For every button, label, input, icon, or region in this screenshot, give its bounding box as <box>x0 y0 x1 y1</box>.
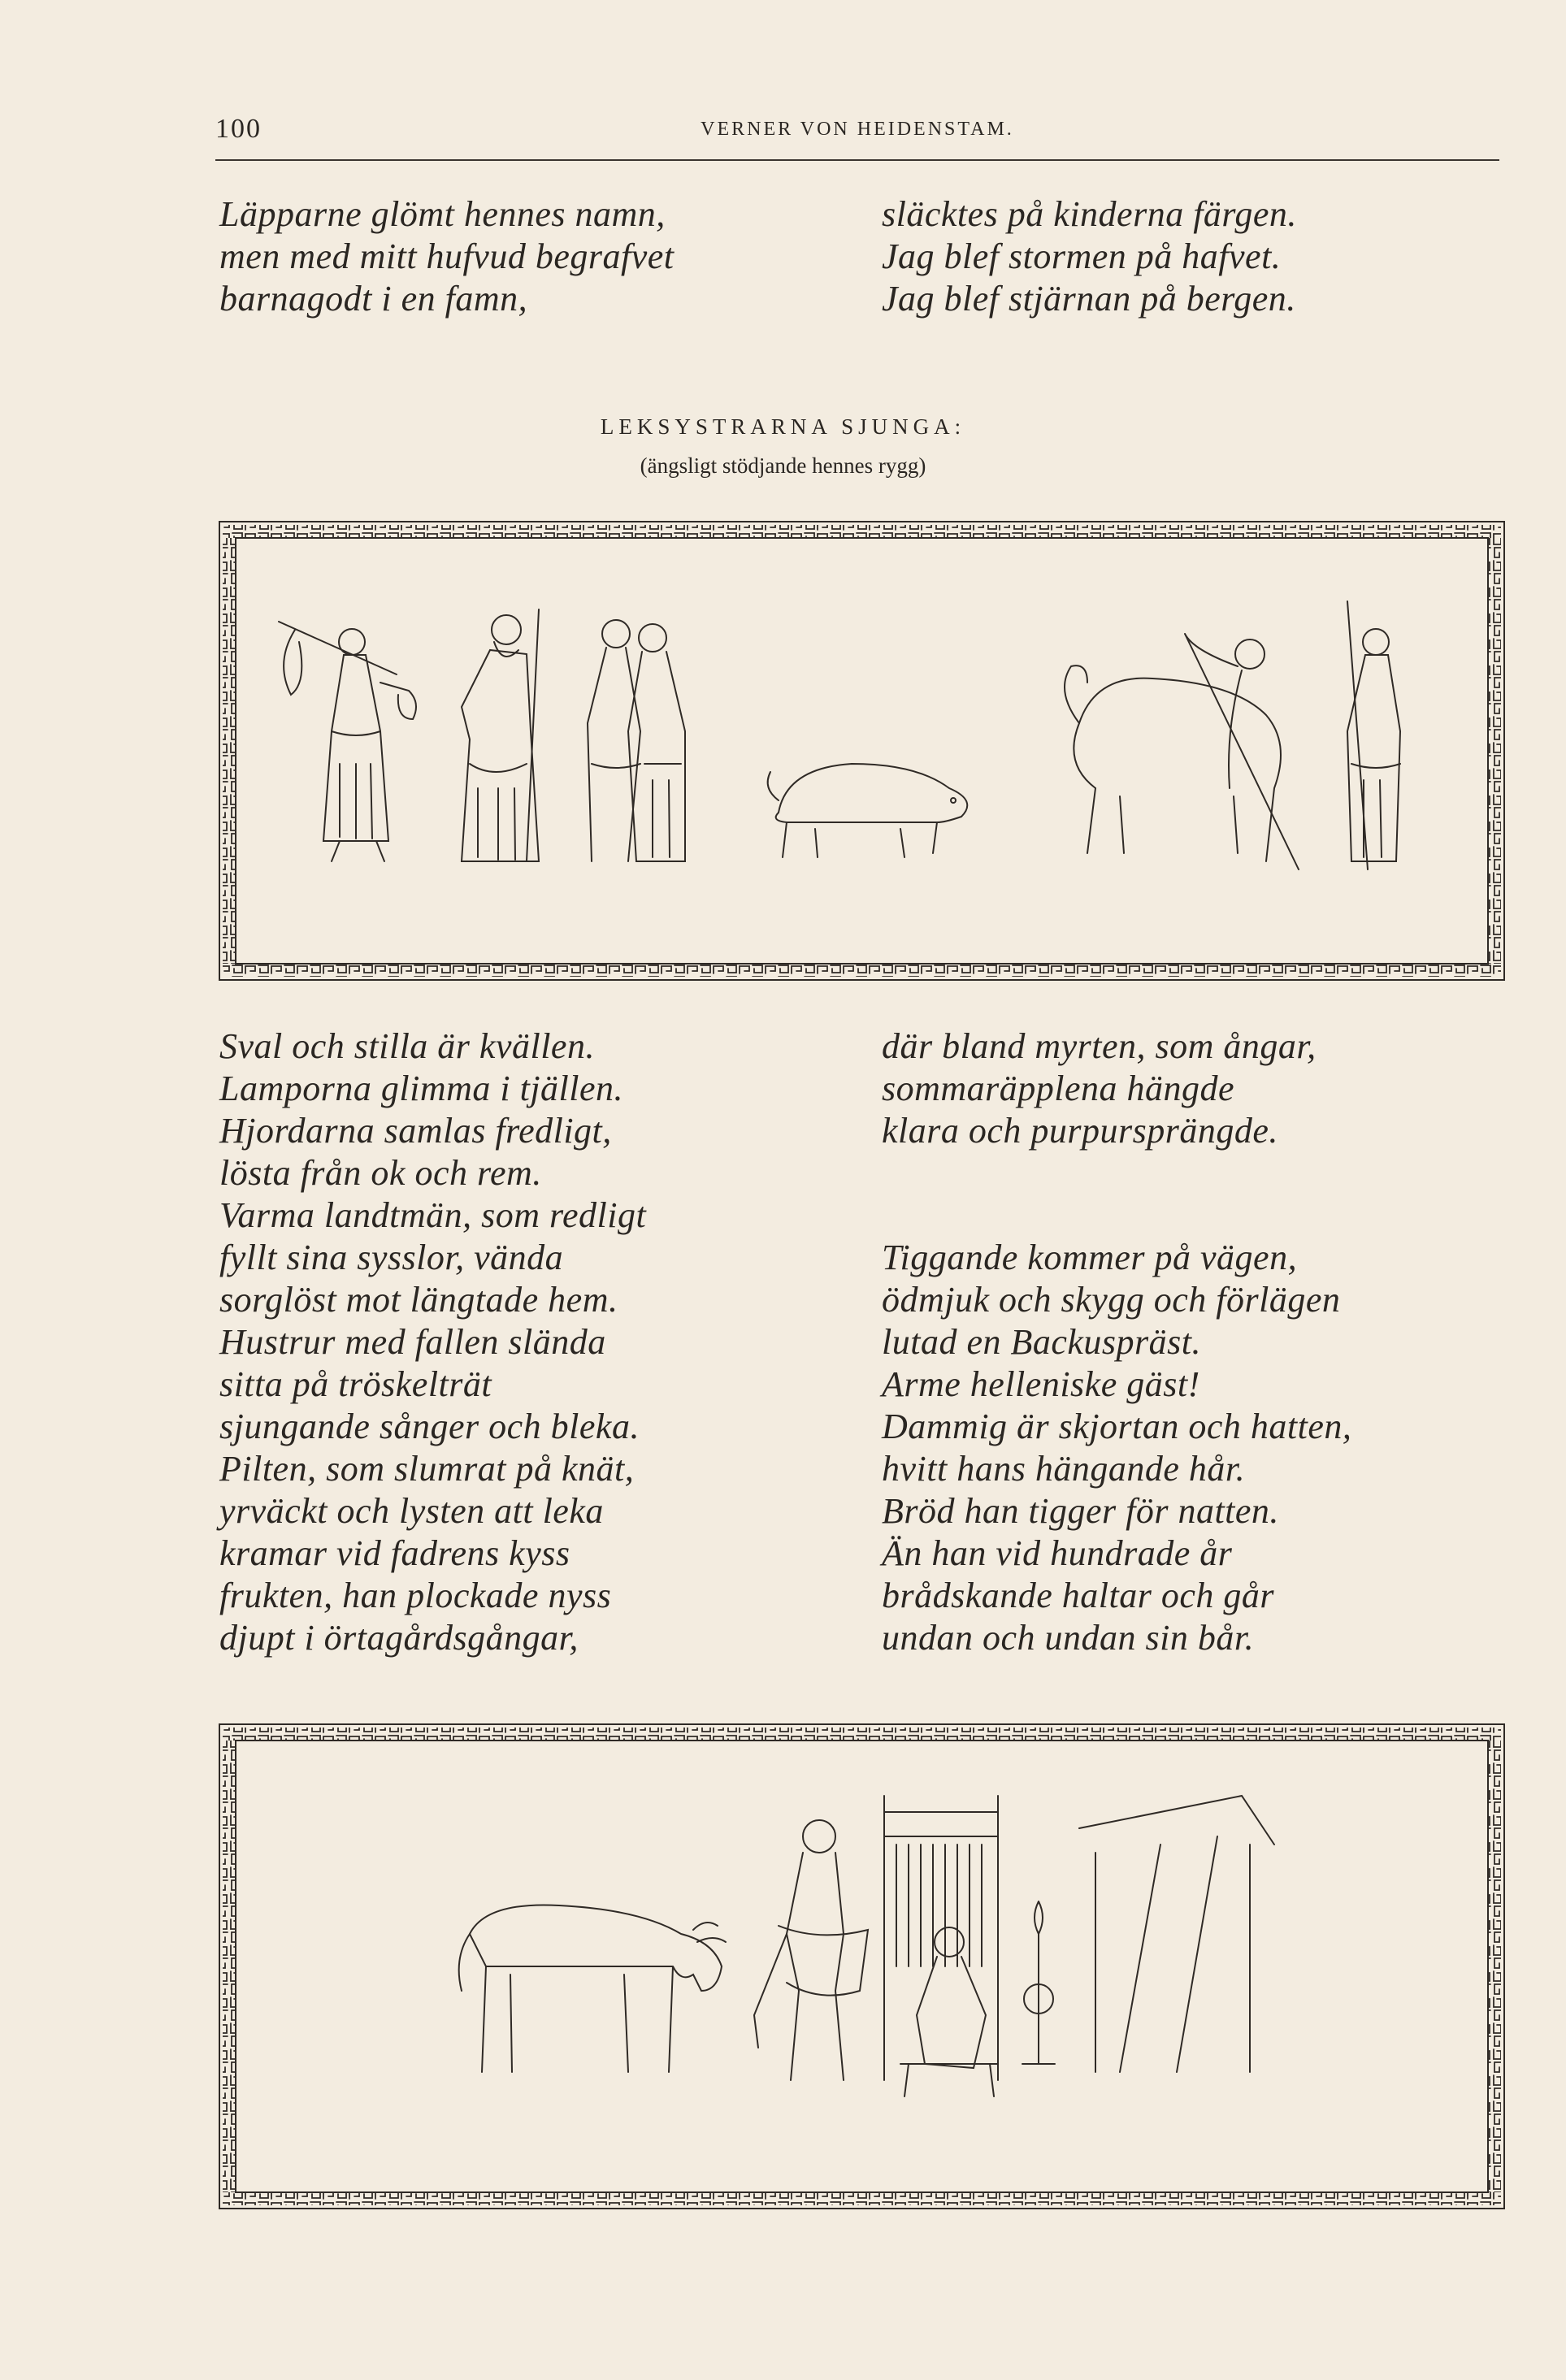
verse-line: Pilten, som slumrat på knät, <box>219 1449 635 1489</box>
meander-border <box>219 1724 1504 2209</box>
pig <box>768 764 968 857</box>
verse-line: Arme helleniske gäst! <box>882 1364 1200 1404</box>
verse-line: hvitt hans hängande hår. <box>882 1449 1246 1489</box>
verse-line: frukten, han plockade nyss <box>219 1576 612 1615</box>
lamp-and-spindle <box>1022 1901 1055 2064</box>
verse-line: sommaräpplena hängde <box>882 1069 1235 1108</box>
verse-line: Bröd han tigger för natten. <box>882 1491 1279 1531</box>
verse-line: där bland myrten, som ångar, <box>882 1026 1317 1066</box>
verse-line: lösta från ok och rem. <box>219 1153 542 1193</box>
verse-line: Hustrur med fallen slända <box>219 1322 606 1362</box>
figure-two-youths-embracing <box>588 620 685 861</box>
verse-line: Dammig är skjortan och hatten, <box>882 1407 1352 1446</box>
verse-line: ödmjuk och skygg och förlägen <box>882 1280 1341 1320</box>
verse-line: men med mitt hufvud begrafvet <box>219 236 675 276</box>
stanza-middle-right-a <box>882 1025 1317 1152</box>
top-frieze-illustration <box>218 520 1506 982</box>
running-head: VERNER VON HEIDENSTAM. <box>701 119 1014 140</box>
verse-line: Sval och stilla är kvällen. <box>219 1026 595 1066</box>
figure-young-man-standing <box>754 1820 868 2080</box>
verse-line: barnagodt i en famn, <box>219 279 528 319</box>
bull <box>459 1905 726 2072</box>
verse-line: sorglöst mot längtade hem. <box>219 1280 618 1320</box>
figure-woman-with-hare <box>279 622 416 861</box>
figure-man-leading-bull <box>1065 634 1299 869</box>
bottom-frieze-illustration <box>218 1723 1506 2210</box>
doorway-architecture <box>1079 1796 1274 2072</box>
stanza-middle-right-b <box>882 1237 1351 1659</box>
stage-direction: (ängsligt stödjande hennes rygg) <box>640 453 926 478</box>
stanza-top-right <box>882 193 1297 320</box>
verse-line: brådskande haltar och går <box>882 1576 1275 1615</box>
verse-line: undan och undan sin bår. <box>882 1618 1255 1658</box>
stanza-middle-left <box>219 1025 646 1659</box>
verse-line: Varma landtmän, som redligt <box>219 1195 647 1235</box>
verse-line: Hjordarna samlas fredligt, <box>219 1111 612 1151</box>
stanza-top-left <box>219 193 674 320</box>
page-number: 100 <box>215 114 262 144</box>
verse-line: klara och purpursprängde. <box>882 1111 1278 1151</box>
verse-line: Jag blef stormen på hafvet. <box>882 236 1282 276</box>
page-header <box>215 114 1499 161</box>
verse-line: Tiggande kommer på vägen, <box>882 1238 1298 1277</box>
verse-line: yrväckt och lysten att leka <box>219 1491 604 1531</box>
figure-seated-woman <box>900 1927 998 2096</box>
verse-line: lutad en Backuspräst. <box>882 1322 1202 1362</box>
speaker-heading: LEKSYSTRARNA SJUNGA: <box>600 414 966 439</box>
verse-line: djupt i örtagårdsgångar, <box>219 1618 579 1658</box>
figure-woman-with-spear <box>1347 601 1400 869</box>
verse-line: Läpparne glömt hennes namn, <box>219 194 666 234</box>
verse-line: Lamporna glimma i tjällen. <box>219 1069 624 1108</box>
verse-line: kramar vid fadrens kyss <box>219 1533 570 1573</box>
figure-old-man-with-staff <box>462 609 539 861</box>
verse-line: släcktes på kinderna färgen. <box>882 194 1297 234</box>
verse-line: Jag blef stjärnan på bergen. <box>882 279 1296 319</box>
meander-border <box>219 522 1504 980</box>
verse-line: Än han vid hundrade år <box>882 1533 1233 1573</box>
verse-line: fyllt sina sysslor, vända <box>219 1238 564 1277</box>
verse-line: sjungande sånger och bleka. <box>219 1407 640 1446</box>
verse-line: sitta på tröskelträt <box>219 1364 492 1404</box>
